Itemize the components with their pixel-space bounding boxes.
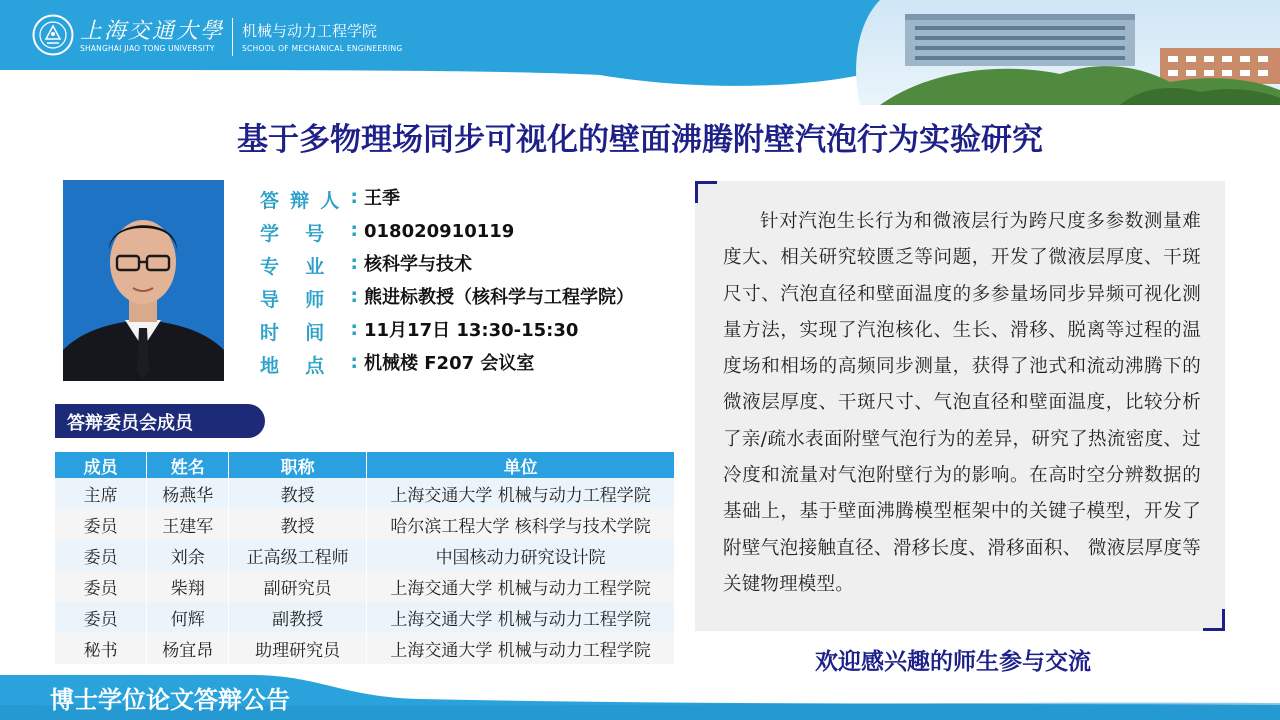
abstract-text: 针对汽泡生长行为和微液层行为跨尺度多参数测量难度大、相关研究较匮乏等问题，开发了微液层厚度、干斑尺寸、汽泡直径和壁面温度的多参量场同步异频可视化测量方法，实现了汽泡核化、生长、滑移、脱离等过程的温度场和相场的高频同步测量，获得了池式和流动沸腾下的微液层厚度、干斑尺寸、气泡直径和壁面温度，比较分析了亲/疏水表面附壁气泡行为的差异，研究了热流密度、过冷度和流量对气泡附壁行为的影响。在高时空分辨数据的基础上，基于壁面沸腾模型框架中的关键子模型，开发了附壁气泡接触直径、滑移长度、滑移面积、 微液层厚度等关键物理模型。 <box>723 211 1201 595</box>
cell-role: 委员 <box>55 602 147 633</box>
corner-bracket-top-left <box>695 181 717 203</box>
university-name-cn: 上海交通大學 <box>80 19 225 44</box>
school-name-en: SCHOOL OF MECHANICAL ENGINEERING <box>242 44 403 53</box>
table-row <box>55 509 675 540</box>
header-banner <box>0 0 1280 105</box>
school-name-cn: 机械与动力工程学院 <box>242 22 378 40</box>
column-header: 姓名 <box>147 452 229 478</box>
table-row <box>55 633 675 664</box>
cell-role: 委员 <box>55 509 147 540</box>
cell-title: 教授 <box>229 478 367 509</box>
university-seal-icon <box>32 14 74 56</box>
info-value-location: 机械楼 F207 会议室 <box>364 353 535 374</box>
table-row <box>55 602 675 633</box>
info-row-time <box>260 318 578 348</box>
column-header: 成员 <box>55 452 147 478</box>
corner-bracket-bottom-right <box>1203 609 1225 631</box>
info-row-advisor <box>260 285 634 315</box>
info-value-student-id: 018020910119 <box>364 221 515 242</box>
cell-affiliation: 上海交通大学 机械与动力工程学院 <box>367 602 675 633</box>
cell-name: 杨宜昂 <box>147 633 229 664</box>
info-row-defender <box>260 186 400 216</box>
candidate-photo <box>63 180 224 381</box>
thesis-title: 基于多物理场同步可视化的壁面沸腾附壁汽泡行为实验研究 <box>237 122 1043 158</box>
cell-name: 杨燕华 <box>147 478 229 509</box>
cell-title: 副研究员 <box>229 571 367 602</box>
cell-name: 王建军 <box>147 509 229 540</box>
cell-affiliation: 哈尔滨工程大学 核科学与技术学院 <box>367 509 675 540</box>
info-row-major <box>260 252 472 282</box>
info-value-time: 11月17日 13:30-15:30 <box>364 320 579 341</box>
cell-role: 秘书 <box>55 633 147 664</box>
committee-heading-tag <box>55 404 265 438</box>
cell-name: 柴翔 <box>147 571 229 602</box>
table-row <box>55 478 675 509</box>
welcome-message: 欢迎感兴趣的师生参与交流 <box>815 649 1091 675</box>
info-label: 时 间 : <box>260 318 358 344</box>
info-label: 专 业 : <box>260 252 358 278</box>
info-label: 答 辩 人 : <box>260 186 358 212</box>
cell-title: 副教授 <box>229 602 367 633</box>
cell-role: 委员 <box>55 540 147 571</box>
cell-title: 教授 <box>229 509 367 540</box>
cell-role: 委员 <box>55 571 147 602</box>
university-logo <box>32 14 403 56</box>
cell-title: 助理研究员 <box>229 633 367 664</box>
university-name-en: SHANGHAI JIAO TONG UNIVERSITY <box>80 44 215 53</box>
cell-name: 刘余 <box>147 540 229 571</box>
logo-divider <box>232 18 233 56</box>
cell-affiliation: 中国核动力研究设计院 <box>367 540 675 571</box>
cell-affiliation: 上海交通大学 机械与动力工程学院 <box>367 633 675 664</box>
cell-role: 主席 <box>55 478 147 509</box>
info-value-defender: 王季 <box>364 188 400 209</box>
column-header: 单位 <box>367 452 675 478</box>
cell-name: 何辉 <box>147 602 229 633</box>
cell-title: 正高级工程师 <box>229 540 367 571</box>
info-label: 导 师 : <box>260 285 358 311</box>
table-header-row <box>55 452 675 478</box>
column-header: 职称 <box>229 452 367 478</box>
committee-heading: 答辩委员会成员 <box>67 413 193 434</box>
cell-affiliation: 上海交通大学 机械与动力工程学院 <box>367 478 675 509</box>
info-row-location <box>260 351 534 381</box>
info-label: 学 号 : <box>260 219 358 245</box>
announcement-title: 博士学位论文答辩公告 <box>50 685 290 714</box>
info-value-major: 核科学与技术 <box>364 254 472 275</box>
info-label: 地 点 : <box>260 351 358 377</box>
cell-affiliation: 上海交通大学 机械与动力工程学院 <box>367 571 675 602</box>
table-row <box>55 540 675 571</box>
table-row <box>55 571 675 602</box>
committee-table <box>55 452 675 664</box>
info-row-student-id <box>260 219 514 249</box>
info-value-advisor: 熊进标教授（核科学与工程学院） <box>364 287 634 308</box>
